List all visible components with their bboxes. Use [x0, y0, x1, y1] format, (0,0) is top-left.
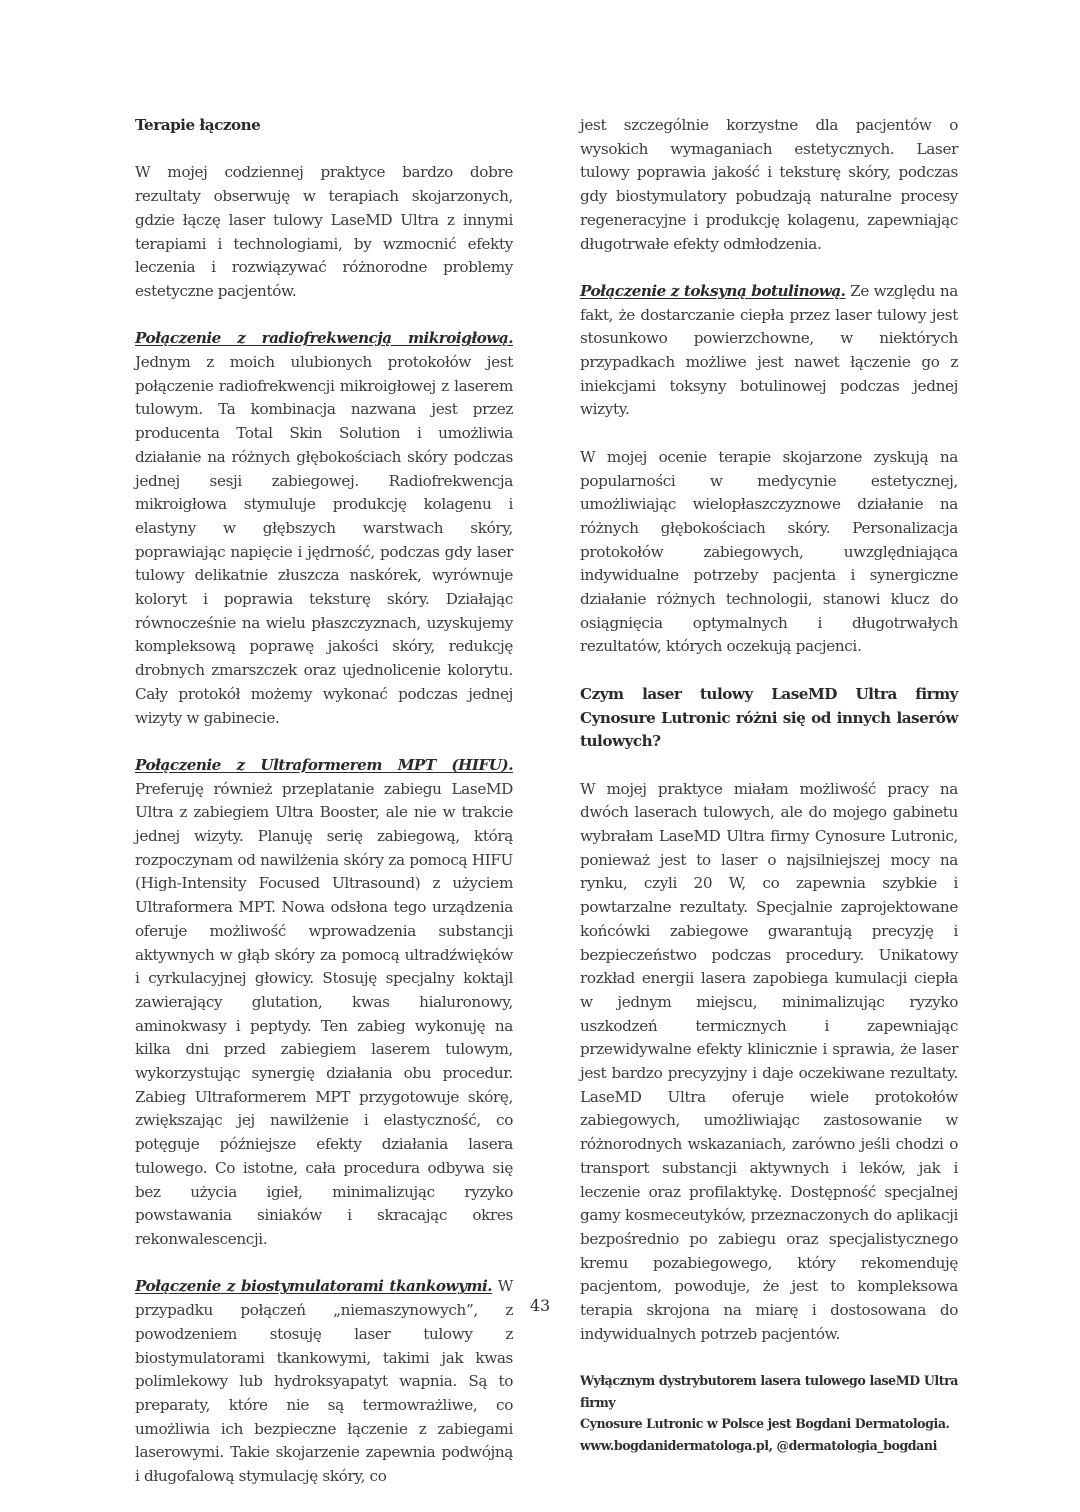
- page-number: 43: [529, 1296, 551, 1315]
- section-heading: Terapie łączone: [135, 116, 261, 134]
- note-website-line: www.bogdanidermatologa.pl, @dermatologia_bogdani: [580, 1437, 937, 1453]
- summary-paragraph: W mojej ocenie terapie skojarzone zyskują na popularności w medycynie estetycznej, umożliwiając wielopłaszczyznowe działanie na różnych głębokościach skóry. Personalizacja protokołów zabiegowych, uwzględniająca indywidualne potrzeby pacjenta i synergiczne działanie różnych technologii, stanowi klucz do osiągnięcia optymalnych i długotrwałych rezultatów, których oczekują pacjenci.: [580, 447, 958, 656]
- botox-paragraph: [580, 280, 958, 422]
- intro-paragraph: W mojej codziennej praktyce bardzo dobre rezultaty obserwuję w terapiach skojarzonych, gdzie łączę laser tulowy LaseMD Ultra z innymi terapiami i technologiami, by wzmocnić efekty leczenia i rozwiązywać różnorodne problemy estetyczne pacjentów.: [135, 163, 513, 300]
- botox-lead: Połączenie z toksyną botulinową.: [580, 281, 846, 300]
- botox-text: Ze względu na fakt, że dostarczanie ciepła przez laser tulowy jest stosunkowo powierzchowne, w niektórych przypadkach możliwe jest nawet łączenie go z iniekcjami toksyny botulinowej podczas jednej wizyty.: [580, 281, 958, 419]
- bio-lead: Połączenie z biostymulatorami tkankowymi.: [135, 1277, 493, 1296]
- question-heading: Czym laser tulowy LaseMD Ultra firmy Cynosure Lutronic różni się od innych laserów tulowych?: [580, 684, 958, 751]
- note-line: Cynosure Lutronic w Polsce jest Bogdani Dermatologia.: [580, 1416, 950, 1432]
- hifu-text: Preferuję również przeplatanie zabiegu LaseMD Ultra z zabiegiem Ultra Booster, ale nie w trakcie jednej wizyty. Planuję serię zabiegową, którą rozpoczynam od nawilżenia skóry za pomocą HIFU (High-Intensity Focused Ultrasound) z użyciem Ultraformera MPT. Nowa odsłona tego urządzenia oferuje możliwość wprowadzenia substancji aktywnych w głąb skóry za pomocą ultradźwięków i cyrkulacyjnej głowicy. Stosuję specjalny koktajl zawierający glutation, kwas hialuronowy, aminokwasy i peptydy. Ten zabieg wykonuję na kilka dni przed zabiegiem laserem tulowym, wykorzystując synergię działania obu procedur. Zabieg Ultraformerem MPT przygotowuje skórę, zwiększając jej nawilżenie i elastyczność, co potęguje późniejsze efekty działania lasera tulowego. Co istotne, cała procedura odbywa się bez użycia igieł, minimalizując ryzyko powstawania siniaków i skracając okres rekonwalescencji.: [135, 779, 513, 1248]
- rf-text: Jednym z moich ulubionych protokołów jest połączenie radiofrekwencji mikroigłowej z laserem tulowym. Ta kombinacja nazwana jest przez producenta Total Skin Solution i umożliwia działanie na różnych głębokościach skóry podczas jednej sesji zabiegowej. Radiofrekwencja mikroigłowa stymuluje produkcję kolagenu i elastyny w głębszych warstwach skóry, poprawiając napięcie i jędrność, podczas gdy laser tulowy delikatnie złuszcza naskórek, wyrównuje koloryt i poprawia teksturę skóry. Działając równocześnie na wielu płaszczyznach, uzyskujemy kompleksową poprawę jakości skóry, redukcję drobnych zmarszczek oraz ujednolicenie kolorytu. Cały protokół możemy wykonać podczas jednej wizyty w gabinecie.: [135, 353, 513, 727]
- bio-text: W przypadku połączeń „niemaszynowych”, z powodzeniem stosuję laser tulowy z biostymulatorami tkankowymi, takimi jak kwas polimlekowy lub hydroksyapatyt wapnia. Są to preparaty, które nie są termowrażliwe, co umożliwia ich bezpieczne łączenie z zabiegami laserowymi. Takie skojarzenie zapewnia podwójną i długofalową stymulację skóry, co: [135, 1277, 513, 1486]
- answer-paragraph: W mojej praktyce miałam możliwość pracy na dwóch laserach tulowych, ale do mojego gabinetu wybrałam LaseMD Ultra firmy Cynosure Lutronic, ponieważ jest to laser o najsilniejszej mocy na rynku, czyli 20 W, co zapewnia szybkie i powtarzalne rezultaty. Specjalnie zaprojektowane końcówki zabiegowe gwarantują precyzję i bezpieczeństwo podczas procedury. Unikatowy rozkład energii lasera zapobiega kumulacji ciepła w jednym miejscu, minimalizując ryzyko uszkodzeń termicznych i zapewniając przewidywalne efekty klinicznie i sprawia, że laser jest bardzo precyzyjny i daje oczekiwane rezultaty. LaseMD Ultra oferuje wiele protokołów zabiegowych, umożliwiając zastosowanie w różnorodnych wskazaniach, zarówno jeśli chodzi o transport substancji aktywnych i leków, jak i leczenie oraz profilaktykę. Dostępność specjalnej gamy kosmeceutyków, przeznaczonych do aplikacji bezpośrednio po zabiegu oraz specjalistycznego kremu pozabiegowego, który rekomenduję pacjentom, powoduje, że jest to kompleksowa terapia skrojona na miarę i dostosowana do indywidualnych potrzeb pacjentów.: [580, 779, 958, 1343]
- bio-continued-paragraph: jest szczególnie korzystne dla pacjentów o wysokich wymaganiach estetycznych. Laser tulowy poprawia jakość i teksturę skóry, podczas gdy biostymulatory pobudzają naturalne procesy regeneracyjne i produkcję kolagenu, zapewniając długotrwałe efekty odmłodzenia.: [580, 116, 958, 253]
- note-line: Wyłącznym dystrybutorem lasera tulowego laseMD Ultra firmy: [580, 1373, 958, 1410]
- rf-paragraph: [135, 327, 513, 730]
- hifu-paragraph: [135, 754, 513, 1252]
- rf-lead: Połączenie z radiofrekwencją mikroigłową.: [135, 329, 513, 348]
- hifu-lead: Połączenie z Ultraformerem MPT (HIFU).: [135, 755, 513, 774]
- distributor-note: [580, 1370, 958, 1456]
- right-column: [580, 114, 958, 1456]
